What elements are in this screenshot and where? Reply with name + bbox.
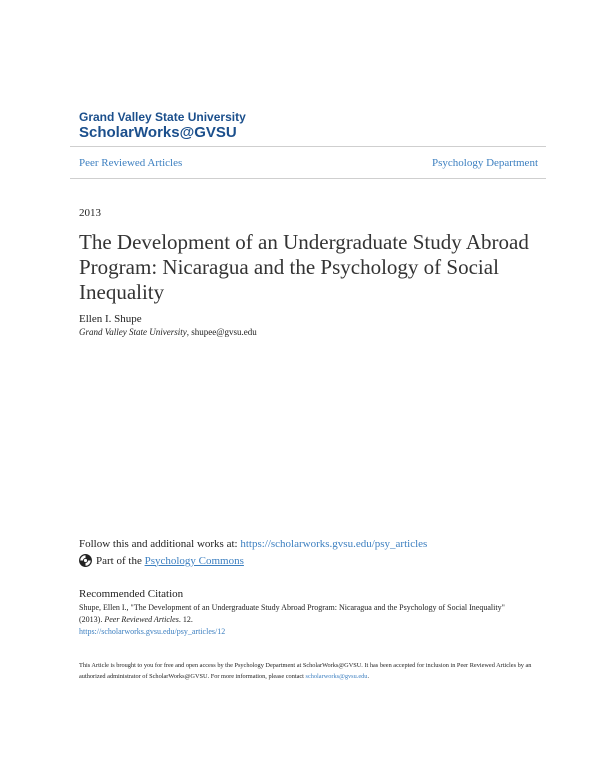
part-of-line [79,554,244,567]
citation-number: . 12. [178,615,193,624]
university-name[interactable]: Grand Valley State University [79,110,246,124]
access-notice-text: This Article is brought to you for free and open access by the Psychology Department at ScholarWorks@GVSU. It has been accepted for inclusion in Peer Reviewed Articles by an authorized administrator of ScholarWorks@GVSU. For more information, please contact [79,662,532,680]
repository-name[interactable]: ScholarWorks@GVSU [79,124,237,141]
follow-label: Follow this and additional works at: [79,538,241,550]
citation-journal: Peer Reviewed Articles [104,615,179,624]
collection-links [79,157,538,169]
author-email: , shupee@gvsu.edu [186,327,257,337]
divider-top [70,146,546,147]
publication-year: 2013 [79,207,101,219]
author-name: Ellen I. Shupe [79,313,142,325]
citation-text: Shupe, Ellen I., "The Development of an Undergraduate Study Abroad Program: Nicaragua and the Psychology of Social Inequality" (2013). [79,603,505,624]
psychology-department-link[interactable]: Psychology Department [431,157,538,169]
article-title: The Development of an Undergraduate Study Abroad Program: Nicaragua and the Psychology of Social Inequality [79,230,529,304]
psychology-commons-link[interactable]: Psychology Commons [144,554,244,567]
commons-network-icon [79,554,92,567]
recommended-citation-heading: Recommended Citation [79,588,184,600]
contact-email-link[interactable]: scholarworks@gvsu.edu [305,673,368,680]
recommended-citation [79,602,529,638]
affiliation-name: Grand Valley State University [79,327,187,337]
author-affiliation [79,327,257,337]
citation-url-link[interactable]: https://scholarworks.gvsu.edu/psy_articles/12 [79,627,226,636]
follow-line [79,538,427,550]
access-notice [79,660,539,682]
access-notice-end: . [367,673,370,680]
part-of-label: Part of the [96,554,145,567]
divider-bottom [70,178,546,179]
repository-header [79,110,246,142]
collection-url-link[interactable]: https://scholarworks.gvsu.edu/psy_articles [240,538,428,550]
peer-reviewed-articles-link[interactable]: Peer Reviewed Articles [79,157,183,169]
